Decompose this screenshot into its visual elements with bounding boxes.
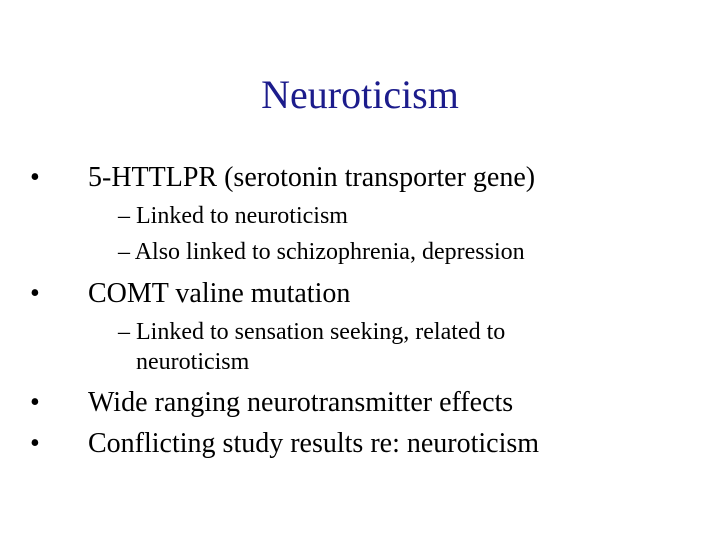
sub-bullet-text: Linked to neuroticism	[136, 203, 348, 229]
bullet-text: Wide ranging neurotransmitter effects	[88, 387, 514, 418]
sub-bullet-text: Linked to sensation seeking, related to	[136, 319, 506, 345]
sub-bullet-item	[118, 318, 505, 346]
sub-bullet-continuation	[118, 348, 249, 376]
slide-title: Neuroticism	[261, 72, 459, 117]
sub-bullet-item	[118, 238, 525, 266]
bullet-text: 5-HTTLPR (serotonin transporter gene)	[88, 162, 536, 193]
bullet-marker: •	[30, 162, 40, 193]
sub-bullet-text: Also linked to schizophrenia, depression	[134, 239, 525, 265]
bullet-marker: •	[30, 387, 40, 418]
sub-bullet-dash: –	[118, 203, 136, 229]
sub-bullet-dash: –	[118, 319, 136, 345]
bullet-text: Conflicting study results re: neuroticism	[88, 428, 540, 459]
sub-bullet-dash: –	[118, 239, 135, 265]
bullet-marker: •	[30, 428, 40, 459]
bullet-text: COMT valine mutation	[88, 278, 351, 309]
bullet-marker: •	[30, 278, 40, 309]
sub-bullet-item	[118, 202, 348, 230]
sub-bullet-text-cont: neuroticism	[136, 349, 250, 375]
